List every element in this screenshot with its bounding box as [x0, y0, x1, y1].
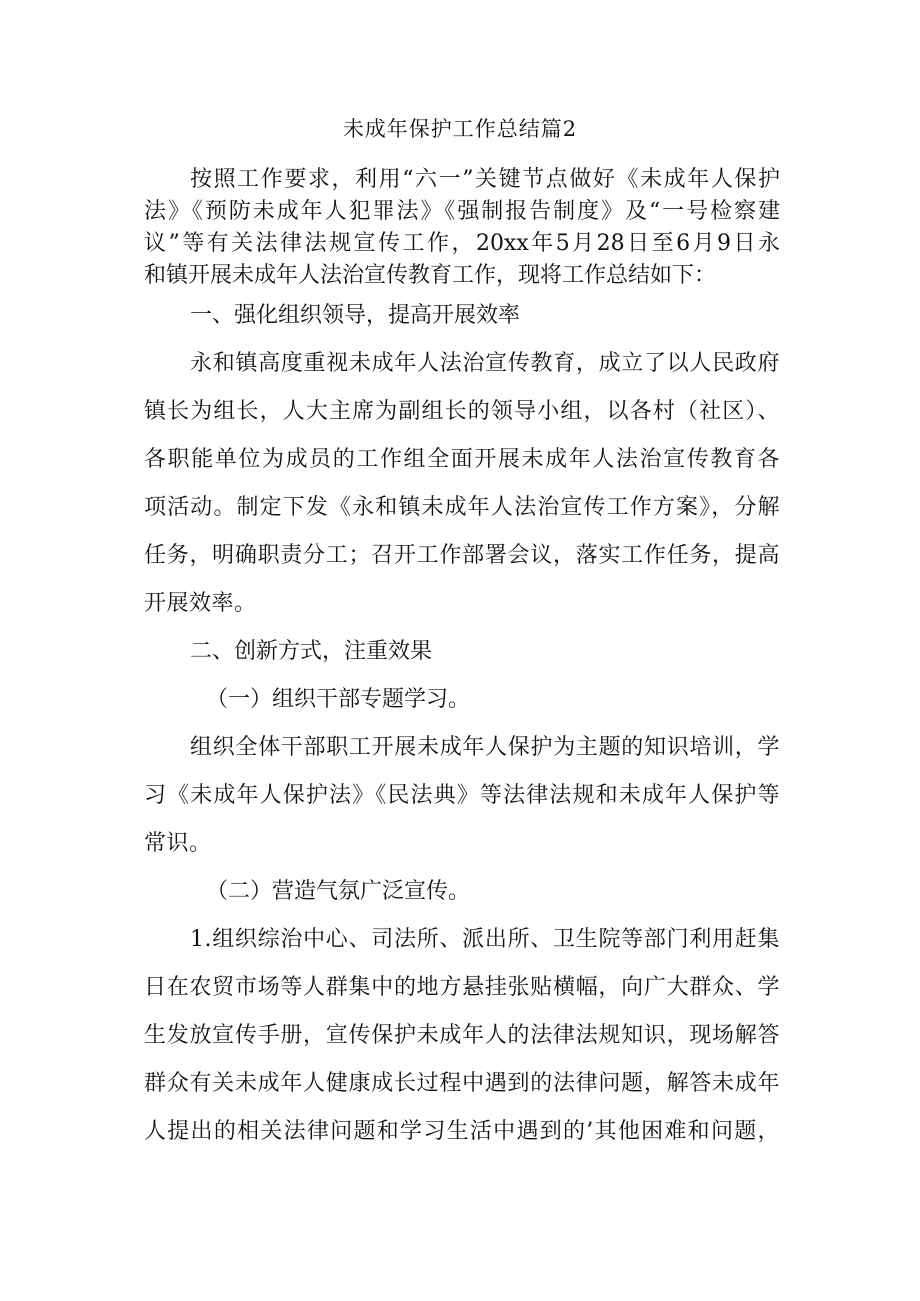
paragraph-line: 常识。	[144, 831, 212, 856]
paragraph-line: 镇长为组长，人大主席为副组长的领导小组，以各村（社区）、	[144, 399, 780, 424]
subsection-heading: （一）组织干部专题学习。	[206, 687, 471, 712]
intro-line: 按照工作要求，利用“六一”关键节点做好《未成年人保护	[190, 167, 780, 192]
subsection-heading: （二）营造气氛广泛宣传。	[206, 879, 471, 904]
section-heading: 一、强化组织领导，提高开展效率	[190, 303, 521, 328]
intro-line: 议”等有关法律法规宣传工作，20xx年5月28日至6月9日永	[144, 231, 780, 256]
section-heading: 二、创新方式，注重效果	[190, 639, 433, 664]
paragraph-line: 组织全体干部职工开展未成年人保护为主题的知识培训，学	[190, 735, 780, 760]
intro-line: 法》《预防未成年人犯罪法》《强制报告制度》及“一号检察建	[144, 199, 780, 224]
paragraph-line: 永和镇高度重视未成年人法治宣传教育，成立了以人民政府	[190, 351, 780, 376]
paragraph-line: 项活动。制定下发《永和镇未成年人法治宣传工作方案》，分解	[144, 495, 780, 520]
paragraph-line: 人提出的相关法律问题和学习生活中遇到的’其他困难和问题，	[144, 1119, 780, 1144]
paragraph-line: 各职能单位为成员的工作组全面开展未成年人法治宣传教育各	[144, 447, 780, 472]
paragraph-line: 群众有关未成年人健康成长过程中遇到的法律问题，解答未成年	[144, 1071, 780, 1096]
intro-line: 和镇开展未成年人法治宣传教育工作，现将工作总结如下：	[144, 263, 717, 288]
paragraph-line: 习《未成年人保护法》《民法典》等法律法规和未成年人保护等	[144, 783, 780, 808]
paragraph-line: 开展效率。	[144, 591, 257, 616]
document-title: 未成年保护工作总结篇2	[342, 117, 578, 141]
paragraph-line: 任务，明确职责分工；召开工作部署会议，落实工作任务，提高	[144, 543, 780, 568]
paragraph-line: 1.组织综治中心、司法所、派出所、卫生院等部门利用赶集	[190, 927, 780, 952]
paragraph-line: 生发放宣传手册，宣传保护未成年人的法律法规知识，现场解答	[144, 1023, 780, 1048]
paragraph-line: 日在农贸市场等人群集中的地方悬挂张贴横幅，向广大群众、学	[144, 975, 780, 1000]
